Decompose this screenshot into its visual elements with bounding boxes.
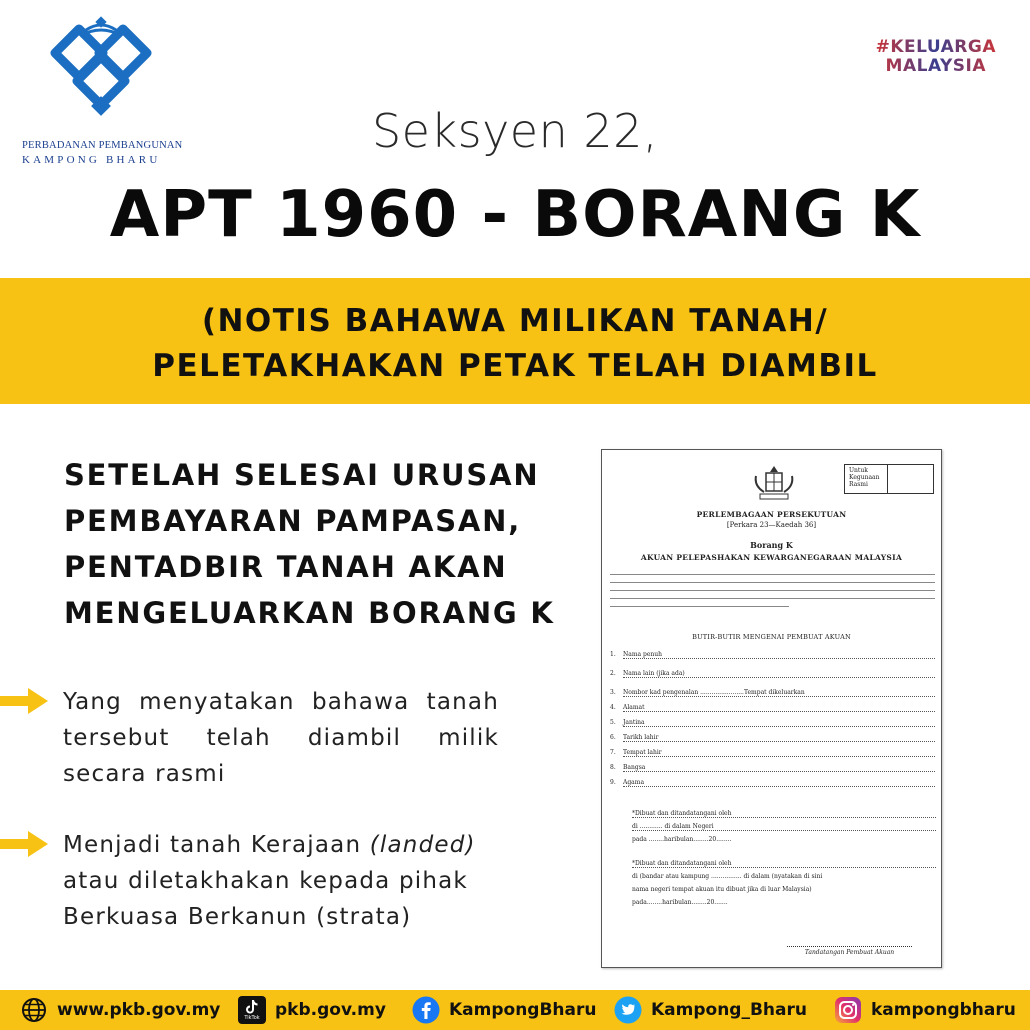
borang-k-form-image [601,449,942,968]
form-fields [610,650,935,793]
form-title-3: Borang K [750,540,793,550]
page-title: APT 1960 - BORANG K [109,178,921,252]
arrow-right-icon [0,686,50,716]
form-field-row: 9. Agama [610,778,935,793]
form-field-row: 2. Nama lain (jika ada) [610,669,935,688]
bullet-text-2 [63,827,499,935]
footer-website[interactable] [20,995,220,1025]
facebook-link[interactable]: KampongBharu [449,1000,597,1020]
twitter-link[interactable]: Kampong_Bharu [651,1000,807,1020]
form-title-4: AKUAN PELEPASHAKAN KEWARGANEGARAAN MALAYSIA [640,553,903,562]
form-field-row: 3. Nombor kad pengenalan .......................Tempat dikeluarkan [610,688,935,703]
footer-bar [0,990,1030,1030]
form-section-heading: BUTIR-BUTIR MENGENAI PEMBUAT AKUAN [692,633,851,641]
keluarga-malaysia-badge [876,38,996,76]
form-field-row: 5. Jantina [610,718,935,733]
form-field-row: 7. Tempat lahir [610,748,935,763]
bullet-text-2-part2: atau diletakhakan kepada pihak Berkuasa Berkanun (strata) [63,868,468,930]
hashtag-line1: #KELUARGA [875,37,996,57]
footer-instagram[interactable] [834,995,1016,1025]
coat-of-arms-icon [752,464,796,502]
form-signature-block-1: *Dibuat dan ditandatangani oleh di ............ di dalam Negeri pada ........haribulan........20........ [626,810,936,849]
bullet-text-1: Yang menyatakan bahawa tanah tersebut telah diambil milik secara rasmi [63,689,499,787]
bullet-text-2-italic: (landed) [369,832,476,858]
hashtag-line2: MALAYSIA [885,56,987,76]
form-signature-block-2: *Dibuat dan ditandatangani oleh di (bandar atau kampung ................ di dalam (nyatakan di sini nama negeri tempat akuan itu dibuat jika di luar Malaysia) pada........haribulan........20....... [626,860,936,912]
tiktok-caption: TikTok [244,1015,260,1021]
instagram-link[interactable]: kampongbharu [871,1000,1016,1020]
form-field-row: 1. Nama penuh [610,650,935,669]
heading-line: SETELAH SELESAI URUSAN [64,458,540,492]
globe-icon [20,996,48,1024]
tiktok-link[interactable]: pkb.gov.my [275,1000,386,1020]
heading-line: MENGELUARKAN BORANG K [64,596,555,630]
tiktok-icon [238,996,266,1024]
form-title-1: PERLEMBAGAAN PERSEKUTUAN [696,510,847,519]
heading-line: PEMBAYARAN PAMPASAN, [64,504,522,538]
signature-label: Tandatangan Pembuat Akuan [804,949,895,956]
banner-line1: (NOTIS BAHAWA MILIKAN TANAH/ [201,303,829,339]
notice-banner [0,278,1030,404]
instagram-icon [834,996,862,1024]
footer-facebook[interactable] [412,995,597,1025]
form-field-row: 8. Bangsa [610,763,935,778]
footer-tiktok[interactable] [238,995,386,1025]
logo-text-line1: PERBADANAN PEMBANGUNAN [22,140,183,151]
form-field-row: 6. Tarikh lahir [610,733,935,748]
form-paragraph [610,574,935,614]
twitter-icon [614,996,642,1024]
logo-text-line2: KAMPONG BHARU [22,154,161,166]
page-subtitle: Seksyen 22, [371,104,659,158]
banner-line2: PELETAKHAKAN PETAK TELAH DIAMBIL [152,348,878,384]
footer-twitter[interactable] [614,995,807,1025]
official-use-label: Untuk Kegunaan Rasmi [849,467,880,488]
heading-line: PENTADBIR TANAH AKAN [64,550,508,584]
official-use-box [844,464,934,494]
website-link[interactable]: www.pkb.gov.my [57,1000,221,1020]
facebook-icon [412,996,440,1024]
signature-line [787,946,912,947]
form-title-2: [Perkara 23—Kaedah 36] [726,521,817,529]
bullet-text-2-part1: Menjadi tanah Kerajaan [63,832,370,858]
main-heading [64,452,594,636]
form-field-row: 4. Alamat [610,703,935,718]
arrow-right-icon [0,829,50,859]
